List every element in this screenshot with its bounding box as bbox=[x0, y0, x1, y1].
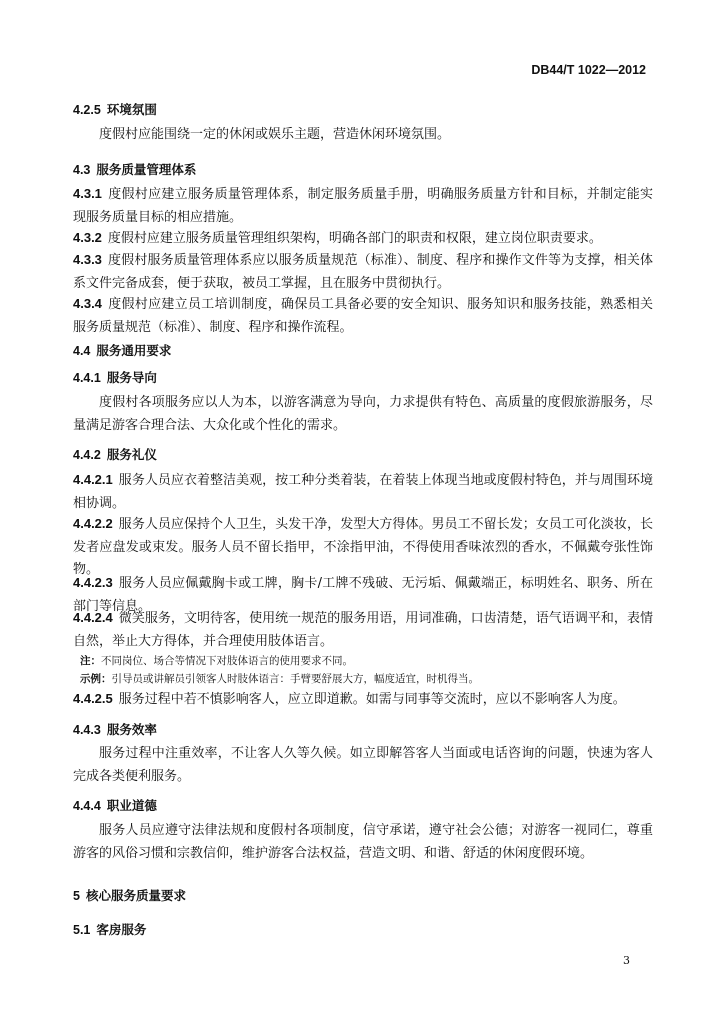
section-heading-4-4-2 bbox=[73, 445, 157, 463]
paragraph-4-4-3: 服务过程中注重效率，不让客人久等久候。如立即解答客人当面或电话咨询的问题，快速为客人完成各类便利服务。 bbox=[73, 746, 653, 784]
clause-4-4-2-1 bbox=[73, 469, 653, 515]
note-text: 不同岗位、场合等情况下对肢体语言的使用要求不同。 bbox=[101, 655, 353, 667]
section-heading-4-4-1 bbox=[73, 368, 157, 386]
section-title: 服务导向 bbox=[106, 370, 157, 385]
note bbox=[80, 653, 353, 668]
clause-4-4-2-4 bbox=[73, 607, 653, 653]
section-heading-4-4-3 bbox=[73, 720, 157, 738]
document-code: DB44/T 1022—2012 bbox=[531, 63, 646, 77]
section-title: 服务质量管理体系 bbox=[96, 162, 197, 177]
clause-4-4-2-5 bbox=[73, 688, 653, 712]
section-title: 服务礼仪 bbox=[106, 447, 157, 462]
section-number: 4.4.1 bbox=[73, 371, 101, 385]
section-title: 核心服务质量要求 bbox=[85, 888, 186, 903]
section-number: 4.4 bbox=[73, 344, 91, 358]
clause-text: 服务人员应佩戴胸卡或工牌，胸卡/工牌不残破、无污垢、佩戴端正，标明姓名、职务、所在部门等信息。 bbox=[73, 576, 653, 614]
clause-number: 4.4.2.4 bbox=[73, 610, 113, 625]
section-heading-4-4-4 bbox=[73, 796, 157, 814]
section-title: 服务通用要求 bbox=[96, 343, 172, 358]
section-number: 4.3 bbox=[73, 163, 91, 177]
clause-number: 4.3.1 bbox=[73, 186, 102, 201]
clause-number: 4.4.2.1 bbox=[73, 472, 113, 487]
clause-text: 服务人员应保持个人卫生，头发干净，发型大方得体。男员工不留长发；女员工可化淡妆，长发者应盘发或束发。服务人员不留长指甲，不涂指甲油，不得使用香味浓烈的香水，不佩戴夸张性饰物。 bbox=[73, 517, 653, 577]
section-number: 4.4.2 bbox=[73, 448, 101, 462]
section-heading-4-3 bbox=[73, 160, 196, 178]
clause-text: 服务人员应衣着整洁美观，按工种分类着装，在着装上体现当地或度假村特色，并与周围环境相协调。 bbox=[73, 473, 653, 511]
section-heading-5-1 bbox=[73, 920, 146, 938]
section-heading-4-4 bbox=[73, 341, 171, 359]
page-number: 3 bbox=[623, 954, 630, 967]
clause-number: 4.4.2.2 bbox=[73, 516, 113, 531]
note-label: 注： bbox=[80, 655, 101, 667]
section-title: 服务效率 bbox=[106, 722, 157, 737]
section-heading-4-2-5 bbox=[73, 100, 157, 118]
section-number: 4.4.4 bbox=[73, 799, 101, 813]
clause-4-3-3 bbox=[73, 249, 653, 295]
clause-number: 4.4.2.5 bbox=[73, 691, 113, 706]
clause-text: 度假村应建立服务质量管理组织架构，明确各部门的职责和权限，建立岗位职责要求。 bbox=[107, 231, 602, 246]
paragraph-4-4-1: 度假村各项服务应以人为本，以游客满意为导向，力求提供有特色、高质量的度假旅游服务，尽量满足游客合理合法、大众化或个性化的需求。 bbox=[73, 395, 653, 433]
clause-4-3-2 bbox=[73, 227, 653, 251]
section-title: 职业道德 bbox=[106, 798, 157, 813]
clause-text: 服务过程中若不慎影响客人，应立即道歉。如需与同事等交流时，应以不影响客人为度。 bbox=[118, 692, 626, 707]
paragraph-4-4-4: 服务人员应遵守法律法规和度假村各项制度，信守承诺，遵守社会公德；对游客一视同仁，尊重游客的风俗习惯和宗教信仰，维护游客合法权益，营造文明、和谐、舒适的休闲度假环境。 bbox=[73, 823, 653, 861]
clause-text: 度假村应建立服务质量管理体系，制定服务质量手册，明确服务质量方针和目标，并制定能实现服务质量目标的相应措施。 bbox=[73, 187, 653, 225]
clause-number: 4.3.3 bbox=[73, 252, 102, 267]
section-title: 环境氛围 bbox=[106, 102, 157, 117]
section-heading-5 bbox=[73, 886, 186, 904]
clause-number: 4.3.2 bbox=[73, 230, 102, 245]
clause-number: 4.3.4 bbox=[73, 296, 102, 311]
clause-number: 4.4.2.3 bbox=[73, 575, 113, 590]
clause-4-3-4 bbox=[73, 293, 653, 339]
section-number: 5.1 bbox=[73, 923, 91, 937]
clause-text: 度假村应建立员工培训制度，确保员工具备必要的安全知识、服务知识和服务技能，熟悉相关服务质量规范（标准）、制度、程序和操作流程。 bbox=[73, 297, 653, 335]
clause-text: 度假村服务质量管理体系应以服务质量规范（标准）、制度、程序和操作文件等为支撑，相关体系文件完备成套，便于获取，被员工掌握，且在服务中贯彻执行。 bbox=[73, 253, 653, 291]
section-number: 4.4.3 bbox=[73, 723, 101, 737]
paragraph-4-2-5: 度假村应能围绕一定的休闲或娱乐主题，营造休闲环境氛围。 bbox=[99, 127, 451, 142]
example-label: 示例： bbox=[80, 673, 112, 685]
section-number: 4.2.5 bbox=[73, 103, 101, 117]
section-number: 5 bbox=[73, 889, 80, 903]
section-title: 客房服务 bbox=[96, 922, 147, 937]
clause-4-3-1 bbox=[73, 183, 653, 229]
clause-text: 微笑服务，文明待客，使用统一规范的服务用语，用词准确，口齿清楚，语气语调平和，表情自然，举止大方得体，并合理使用肢体语言。 bbox=[73, 611, 653, 649]
example-text: 引导员或讲解员引领客人时肢体语言：手臂要舒展大方，幅度适宜，时机得当。 bbox=[111, 673, 479, 685]
example bbox=[80, 671, 479, 686]
